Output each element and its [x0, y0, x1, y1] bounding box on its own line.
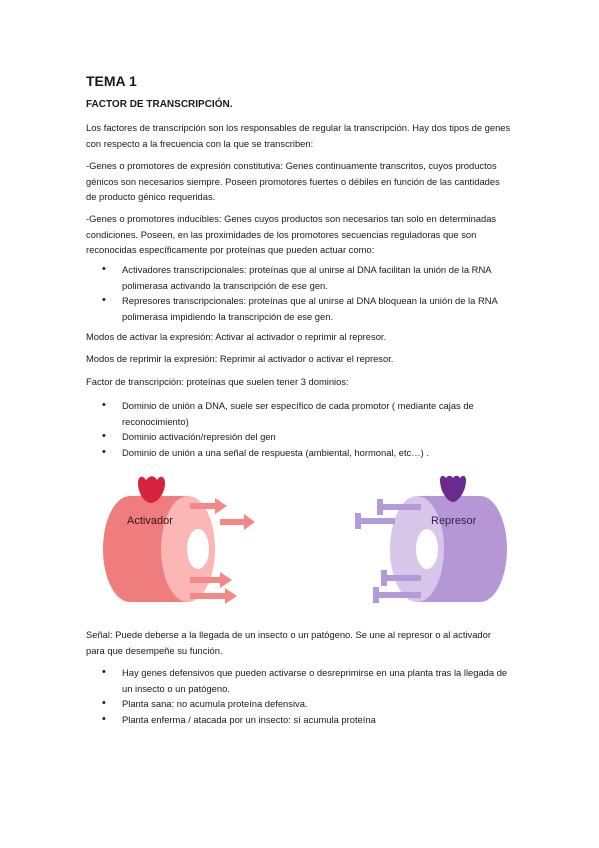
blocker-mark [381, 570, 387, 586]
activate-modes-paragraph: Modos de activar la expresión: Activar al activador o reprimir al represor. [86, 331, 387, 342]
page-title: TEMA 1 [86, 73, 137, 89]
blocker-mark [387, 575, 421, 581]
list-item: • Represores transcripcionales: proteínas que al unirse al DNA bloquean la unión de la RNA polimerasa impidiendo la transcripción de ese gen. [86, 293, 512, 324]
blocker-mark [383, 504, 421, 510]
list-item: • Planta enferma / atacada por un insecto: sí acumula proteína [86, 712, 512, 728]
repressor-hole [416, 529, 438, 569]
list-item: • Activadores transcripcionales: proteínas que al unirse al DNA facilitan la unión de la RNA polimerasa activando la transcripción de ese gen. [86, 262, 512, 293]
list-item: • Dominio de unión a una señal de respuesta (ambiental, hormonal, etc…) . [86, 445, 512, 461]
list-item: • Planta sana: no acumula proteína defensiva. [86, 696, 512, 712]
list-item: • Dominio de unión a DNA, suele ser específico de cada promotor ( mediante cajas de reconocimiento) [86, 398, 512, 429]
signal-point-list [86, 665, 512, 727]
section-subtitle: FACTOR DE TRANSCRIPCIÓN. [86, 99, 233, 110]
blocker-mark [355, 513, 361, 529]
factor-intro-paragraph: Factor de transcripción: proteínas que suelen tener 3 dominios: [86, 376, 349, 387]
arrow-mark [220, 514, 255, 530]
blocker-mark [361, 518, 395, 524]
repress-modes-paragraph: Modos de reprimir la expresión: Reprimir al activador o activar el represor. [86, 353, 394, 364]
intro-paragraph: Los factores de transcripción son los responsables de regular la transcripción. Hay dos tipos de genes con respecto a la frecuencia con la que se transcriben: [86, 122, 511, 149]
blocker-mark [373, 587, 379, 603]
domain-list [86, 398, 512, 460]
blocker-mark [377, 499, 383, 515]
activator-label: Activador [127, 515, 173, 527]
constitutive-paragraph: -Genes o promotores de expresión constitutiva: Genes continuamente transcritos, cuyos productos génicos son necesarios siempre. Poseen promotores fuertes o débiles en función de las cantidades de producto génico requeridas. [86, 160, 500, 202]
repressor-label: Represor [431, 515, 477, 527]
list-item: • Dominio activación/represión del gen [86, 429, 512, 445]
inducible-paragraph: -Genes o promotores inducibles: Genes cuyos productos son necesarios tan solo en determinadas condiciones. Poseen, en las proximidades de los promotores secuencias reguladoras que son reconocidas específicamente por proteínas que pueden actuar como: [86, 213, 497, 255]
list-item: • Hay genes defensivos que pueden activarse o desreprimirse en una planta tras la llegada de un insecto o un patógeno. [86, 665, 512, 696]
activator-cylinder [103, 496, 215, 602]
transcription-factor-diagram [95, 474, 515, 614]
blocker-mark [379, 592, 421, 598]
signal-paragraph: Señal: Puede deberse a la llegada de un insecto o un patógeno. Se une al represor o al activador para que desempeñe su función. [86, 629, 491, 656]
repressor-cylinder [390, 496, 507, 602]
activator-hole [187, 529, 209, 569]
regulator-list [86, 262, 512, 324]
